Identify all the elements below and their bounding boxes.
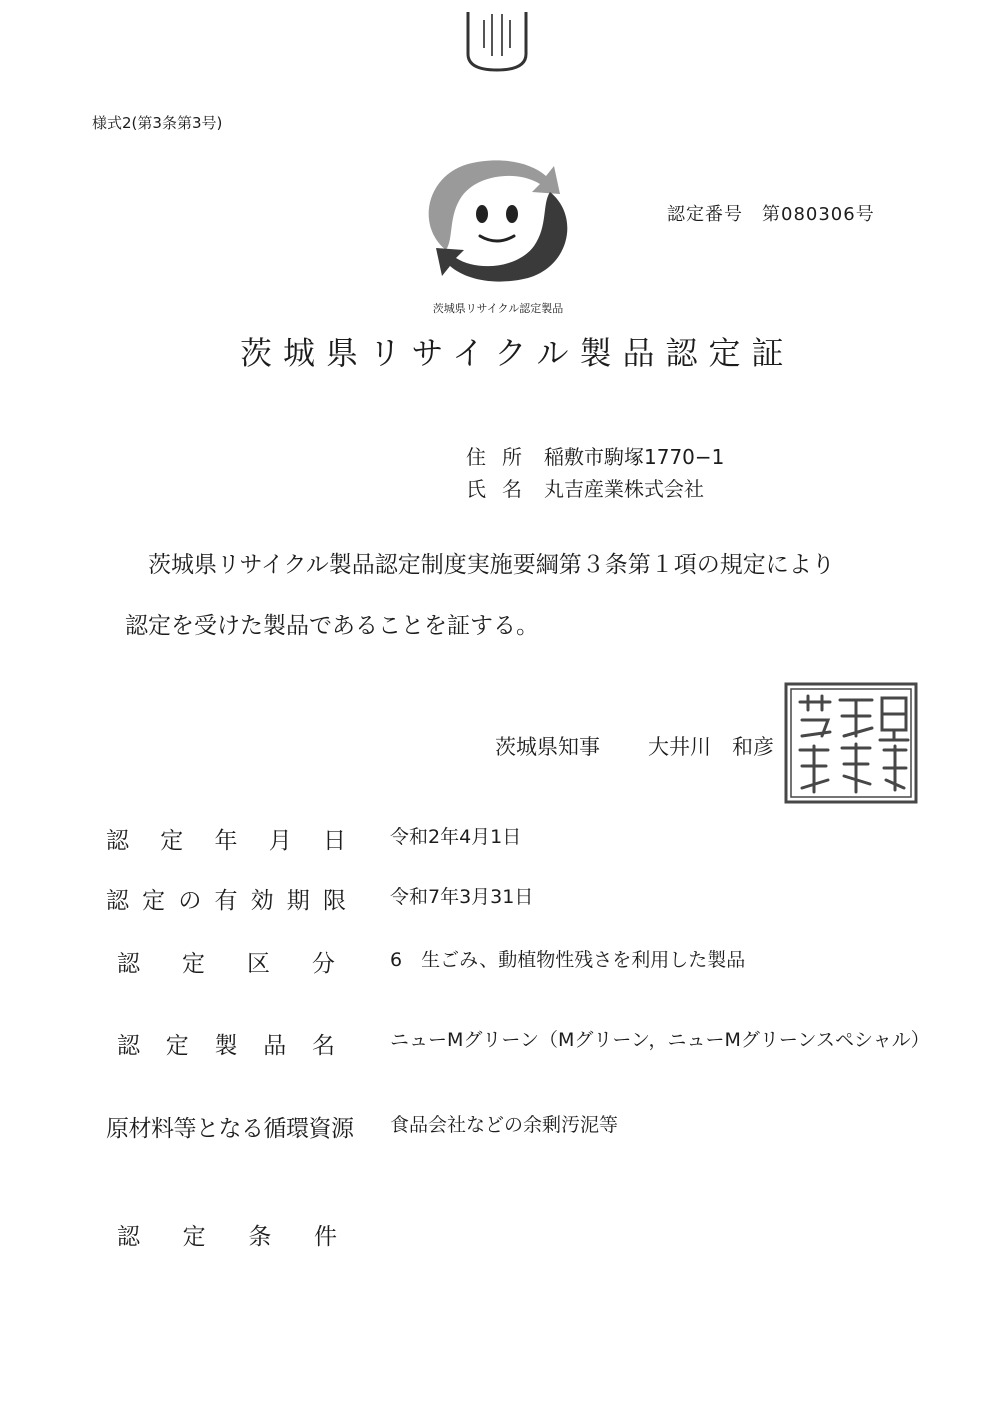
form-number: 様式2(第3条第3号): [92, 114, 223, 132]
certificate-number: 認定番号 第080306号: [667, 204, 875, 225]
field-value-category: 6 生ごみ、動植物性残さを利用した製品: [390, 949, 746, 971]
punch-hole-mark: [462, 8, 532, 74]
field-value-product-name: ニューMグリーン（Mグリーン，ニューMグリーンスペシャル）: [390, 1029, 930, 1051]
address-label: 住所: [466, 445, 538, 469]
name-value: 丸吉産業株式会社: [544, 477, 704, 501]
address-row: [466, 441, 724, 470]
field-label-conditions: 認 定 条 件: [117, 1224, 337, 1250]
statement-line-2: 認定を受けた製品であることを証する。: [125, 613, 539, 639]
field-label-validity: 認 定 の 有 効 期 限: [106, 888, 346, 914]
field-value-source-material: 食品会社などの余剰汚泥等: [390, 1114, 619, 1136]
official-seal-stamp: [782, 680, 920, 806]
issuer-title: 茨城県知事: [495, 735, 600, 759]
name-label: 氏名: [466, 477, 538, 501]
field-value-certification-date: 令和2年4月1日: [390, 826, 522, 848]
field-label-category: 認 定 区 分: [117, 951, 335, 977]
document-title: 茨城県リサイクル製品認定証: [240, 334, 795, 372]
field-label-product-name: 認 定 製 品 名: [117, 1033, 335, 1059]
issuer-signature: [495, 731, 774, 761]
logo-caption: 茨城県リサイクル認定製品: [432, 302, 564, 315]
statement-line-1: 茨城県リサイクル製品認定制度実施要綱第３条第１項の規定により: [148, 552, 835, 578]
issuer-name: 大井川 和彦: [648, 735, 774, 759]
name-row: [466, 473, 704, 502]
field-value-validity: 令和7年3月31日: [390, 886, 534, 908]
address-value: 稲敷市駒塚1770−1: [544, 445, 725, 469]
field-label-source-material: 原材料等となる循環資源: [106, 1116, 354, 1142]
field-label-certification-date: 認 定 年 月 日: [106, 828, 346, 854]
recycle-mascot-logo: [408, 146, 588, 296]
